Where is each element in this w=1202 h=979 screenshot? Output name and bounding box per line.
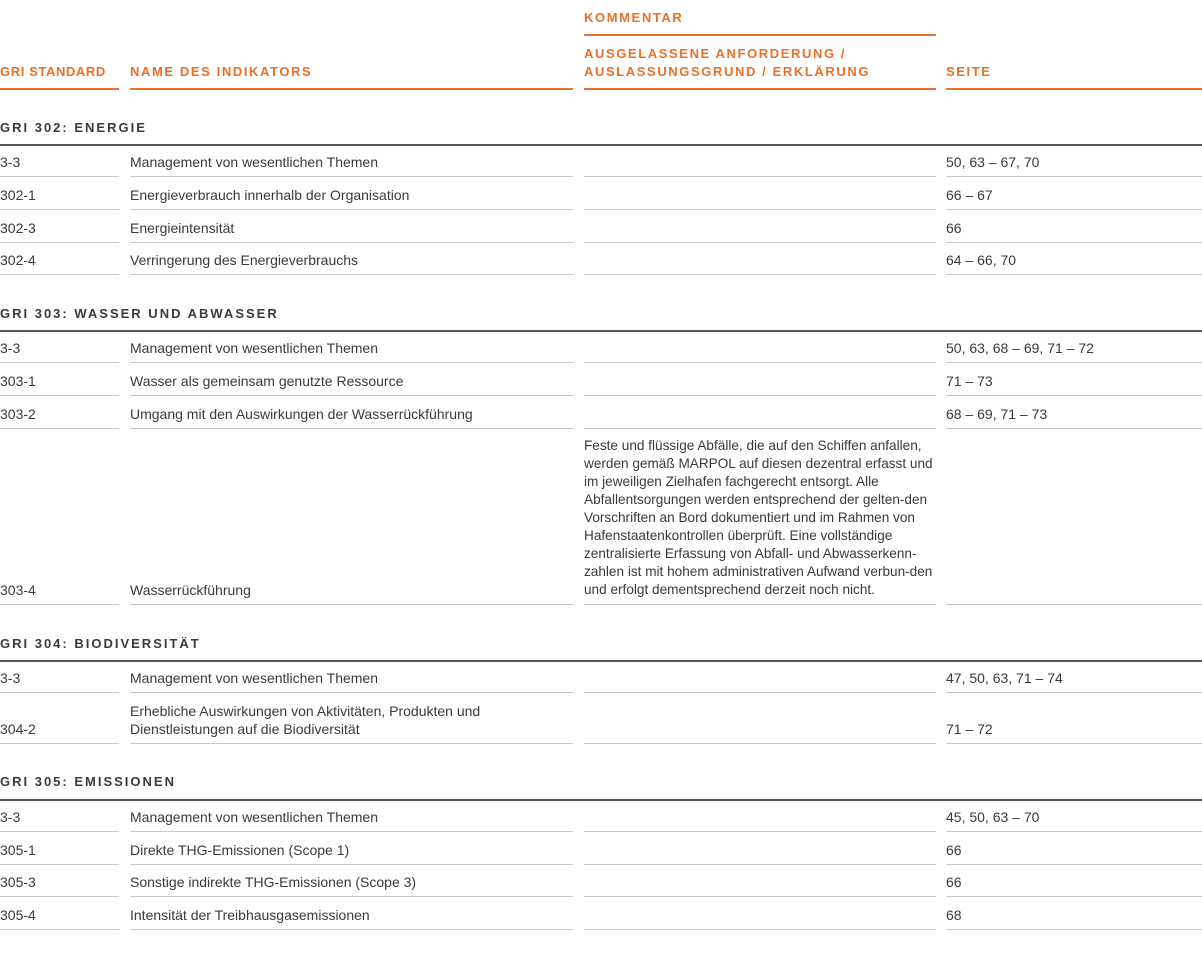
header-gri-standard: GRI STANDARD <box>0 64 106 79</box>
indicator-name: Umgang mit den Auswirkungen der Wasserrückführung <box>130 406 473 422</box>
indicator-name: Management von wesentlichen Themen <box>130 340 379 356</box>
gri-code: 303-4 <box>0 582 36 598</box>
header-page: SEITE <box>946 64 992 79</box>
row-divider <box>130 743 573 745</box>
gri-code: 3-3 <box>0 154 21 170</box>
table-row <box>0 363 1202 396</box>
gri-code: 305-1 <box>0 842 36 858</box>
gri-code: 305-4 <box>0 907 36 923</box>
gri-code: 302-4 <box>0 252 36 268</box>
gri-code: 305-3 <box>0 874 36 890</box>
page-ref: 45, 50, 63 – 70 <box>946 809 1040 825</box>
page-ref: 50, 63, 68 – 69, 71 – 72 <box>946 340 1094 356</box>
page-ref: 66 <box>946 220 962 236</box>
row-divider <box>584 274 936 276</box>
indicator-name: Erhebliche Auswirkungen von Aktivitäten, Produkten und Dienstleistungen auf die Biodiversität <box>130 703 481 737</box>
section-title: GRI 304: BIODIVERSITÄT <box>0 636 201 651</box>
gri-code: 303-2 <box>0 406 36 422</box>
page-ref: 66 – 67 <box>946 187 993 203</box>
page-ref: 66 <box>946 874 962 890</box>
page-ref: 71 – 72 <box>946 721 993 737</box>
page-ref: 50, 63 – 67, 70 <box>946 154 1040 170</box>
gri-code: 302-1 <box>0 187 36 203</box>
header-indicator-name: NAME DES INDIKATORS <box>130 64 313 79</box>
table-row <box>0 146 1202 177</box>
table-row <box>0 210 1202 243</box>
header-omission-line1: AUSGELASSENE ANFORDERUNG / <box>584 46 847 61</box>
indicator-name: Energieverbrauch innerhalb der Organisation <box>130 187 410 203</box>
header-line-name <box>130 88 573 90</box>
gri-code: 302-3 <box>0 220 36 236</box>
indicator-name: Verringerung des Energieverbrauchs <box>130 252 359 268</box>
table-row <box>0 801 1202 832</box>
indicator-name: Wasser als gemeinsam genutzte Ressource <box>130 373 404 389</box>
row-divider <box>0 929 119 931</box>
table-row <box>0 332 1202 363</box>
header-line-page <box>946 88 1202 90</box>
header-omission-line2: AUSLASSUNGSGRUND / ERKLÄRUNG <box>584 64 871 79</box>
table-row <box>0 429 1202 605</box>
row-divider <box>946 604 1202 606</box>
table-row <box>0 243 1202 275</box>
indicator-name: Energieintensität <box>130 220 235 236</box>
header-comment: KOMMENTAR <box>584 10 684 25</box>
comment: Feste und flüssige Abfälle, die auf den Schiffen anfallen, werden gemäß MARPOL auf diesen dezentral erfasst und im jeweiligen Zielhafen fachgerecht entsorgt. Alle Abfallentsorgungen werden entsprechend der gelten-den Vorschriften an Bord dokumentiert und im Rahmen von Hafenstaatenkontrollen überprüft. Eine vollständige zentralisierte Erfassung von Abfall- und Abwasserkenn-zahlen ist mit hohem administrativen Aufwand verbun-den und erfolgt dementsprechend derzeit noch nicht. <box>584 438 933 597</box>
section-title: GRI 305: EMISSIONEN <box>0 774 176 789</box>
page-ref: 71 – 73 <box>946 373 993 389</box>
page-ref: 66 <box>946 842 962 858</box>
row-divider <box>946 743 1202 745</box>
row-divider <box>130 929 573 931</box>
section-title: GRI 303: WASSER UND ABWASSER <box>0 306 279 321</box>
row-divider <box>130 604 573 606</box>
header-comment-line <box>584 34 936 36</box>
table-row <box>0 662 1202 693</box>
gri-code: 3-3 <box>0 670 21 686</box>
header-line-comment <box>584 88 936 90</box>
row-divider <box>0 604 119 606</box>
table-row <box>0 177 1202 210</box>
row-divider <box>0 743 119 745</box>
indicator-name: Sonstige indirekte THG-Emissionen (Scope 3) <box>130 874 417 890</box>
gri-code: 304-2 <box>0 721 36 737</box>
row-divider <box>946 274 1202 276</box>
row-divider <box>584 929 936 931</box>
indicator-name: Direkte THG-Emissionen (Scope 1) <box>130 842 350 858</box>
section-title: GRI 302: ENERGIE <box>0 120 147 135</box>
header-line-standard <box>0 88 119 90</box>
table-row <box>0 693 1202 744</box>
table-row <box>0 865 1202 897</box>
row-divider <box>946 929 1202 931</box>
indicator-name: Management von wesentlichen Themen <box>130 809 379 825</box>
row-divider <box>584 743 936 745</box>
row-divider <box>0 274 119 276</box>
page-ref: 64 – 66, 70 <box>946 252 1017 268</box>
table-row <box>0 396 1202 429</box>
page-ref: 47, 50, 63, 71 – 74 <box>946 670 1063 686</box>
page-ref: 68 <box>946 907 962 923</box>
gri-code: 303-1 <box>0 373 36 389</box>
table-row <box>0 897 1202 930</box>
indicator-name: Intensität der Treibhausgasemissionen <box>130 907 370 923</box>
row-divider <box>584 604 936 606</box>
table-row <box>0 832 1202 865</box>
row-divider <box>130 274 573 276</box>
indicator-name: Management von wesentlichen Themen <box>130 154 379 170</box>
gri-code: 3-3 <box>0 809 21 825</box>
indicator-name: Management von wesentlichen Themen <box>130 670 379 686</box>
gri-code: 3-3 <box>0 340 21 356</box>
indicator-name: Wasserrückführung <box>130 582 251 598</box>
page-ref: 68 – 69, 71 – 73 <box>946 406 1048 422</box>
